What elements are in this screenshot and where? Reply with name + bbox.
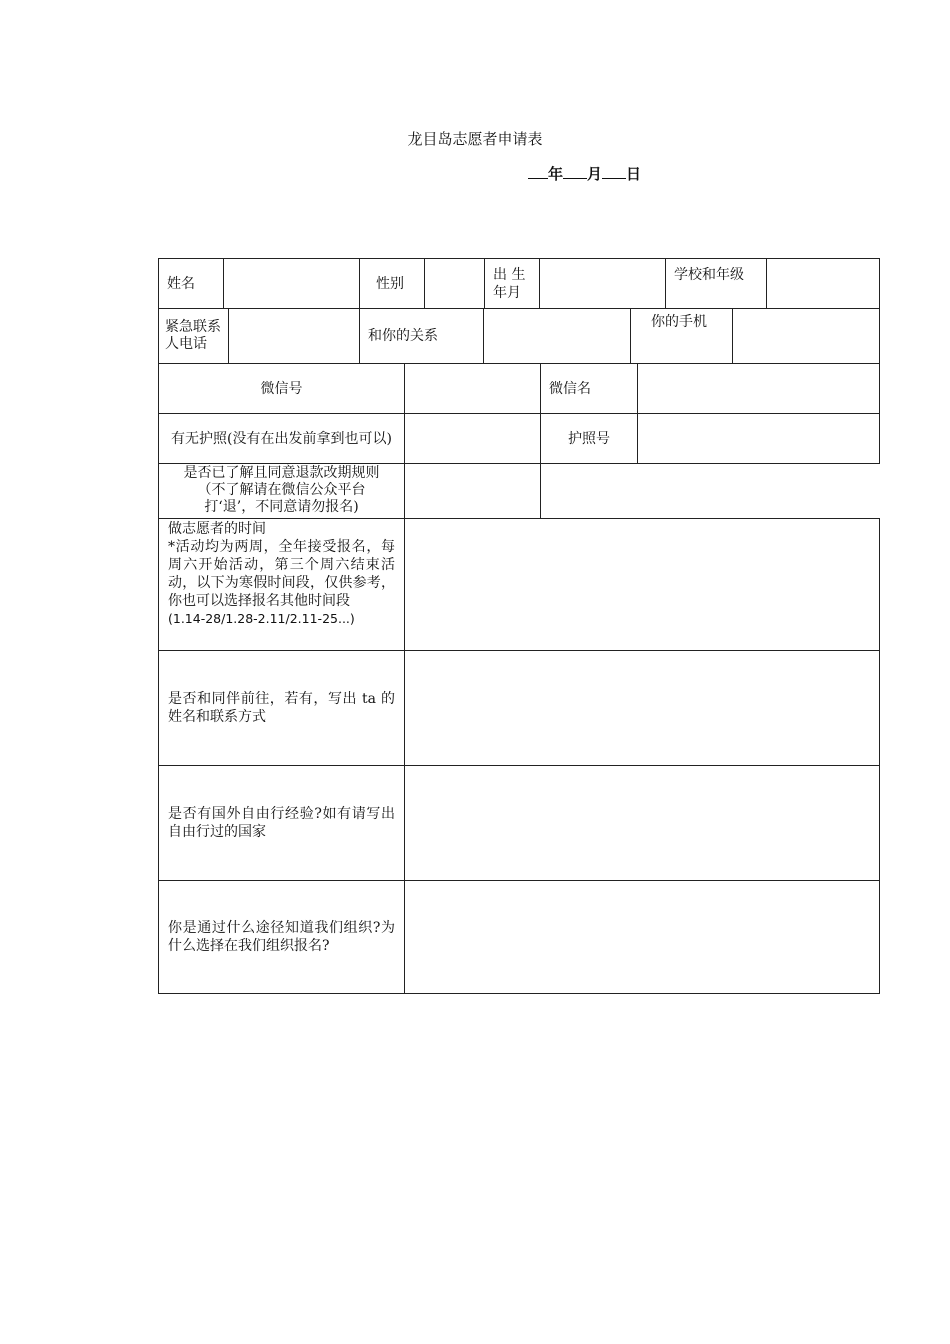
source-field[interactable] xyxy=(404,880,880,994)
volunteer-time-field[interactable] xyxy=(404,518,880,651)
month-label: 月 xyxy=(587,165,603,183)
day-label: 日 xyxy=(626,165,642,183)
phone-field[interactable] xyxy=(732,308,880,364)
volunteer-time-title: 做志愿者的时间 xyxy=(168,521,266,537)
page-title: 龙目岛志愿者申请表 xyxy=(407,130,543,148)
passport-number-field[interactable] xyxy=(637,413,880,464)
passport-number-label: 护照号 xyxy=(540,413,638,464)
wechat-name-field[interactable] xyxy=(637,363,880,414)
name-field[interactable] xyxy=(223,258,360,309)
day-blank[interactable] xyxy=(602,164,626,179)
refund-policy-question: 是否已了解且同意退款改期规则（不了解请在微信公众平台打‘退’，不同意请勿报名) xyxy=(158,463,405,519)
wechat-id-field[interactable] xyxy=(404,363,541,414)
companion-question: 是否和同伴前往，若有，写出 ta 的姓名和联系方式 xyxy=(158,650,405,766)
relation-field[interactable] xyxy=(483,308,631,364)
relation-label: 和你的关系 xyxy=(359,308,484,364)
source-question: 你是通过什么途径知道我们组织?为什么选择在我们组织报名? xyxy=(158,880,405,994)
companion-field[interactable] xyxy=(404,650,880,766)
volunteer-time-description: *活动均为两周，全年接受报名，每周六开始活动，第三个周六结束活动，以下为寒假时间段，仅供参考，你也可以选择报名其他时间段 xyxy=(168,539,395,609)
emergency-contact-label: 紧急联系人电话 xyxy=(158,308,229,364)
year-blank[interactable] xyxy=(528,164,548,179)
gender-field[interactable] xyxy=(424,258,485,309)
name-label: 姓名 xyxy=(158,258,224,309)
month-blank[interactable] xyxy=(563,164,587,179)
refund-policy-answer-field[interactable] xyxy=(404,463,541,519)
birth-label: 出 生 年月 xyxy=(484,258,540,309)
birth-field[interactable] xyxy=(539,258,666,309)
year-label: 年 xyxy=(548,165,564,183)
emergency-contact-field[interactable] xyxy=(228,308,360,364)
volunteer-time-dates: (1.14-28/1.28-2.11/2.11-25...) xyxy=(168,611,355,626)
gender-label: 性别 xyxy=(359,258,425,309)
travel-experience-question: 是否有国外自由行经验?如有请写出自由行过的国家 xyxy=(158,765,405,881)
phone-label: 你的手机 xyxy=(630,308,733,364)
volunteer-time-cell xyxy=(158,518,405,651)
travel-experience-field[interactable] xyxy=(404,765,880,881)
passport-answer-field[interactable] xyxy=(404,413,541,464)
school-field[interactable] xyxy=(766,258,880,309)
wechat-name-label: 微信名 xyxy=(540,363,638,414)
passport-question: 有无护照(没有在出发前拿到也可以) xyxy=(158,413,405,464)
date-line xyxy=(528,163,641,184)
school-label: 学校和年级 xyxy=(665,258,767,309)
refund-policy-blank xyxy=(540,463,880,519)
wechat-id-label: 微信号 xyxy=(158,363,405,414)
